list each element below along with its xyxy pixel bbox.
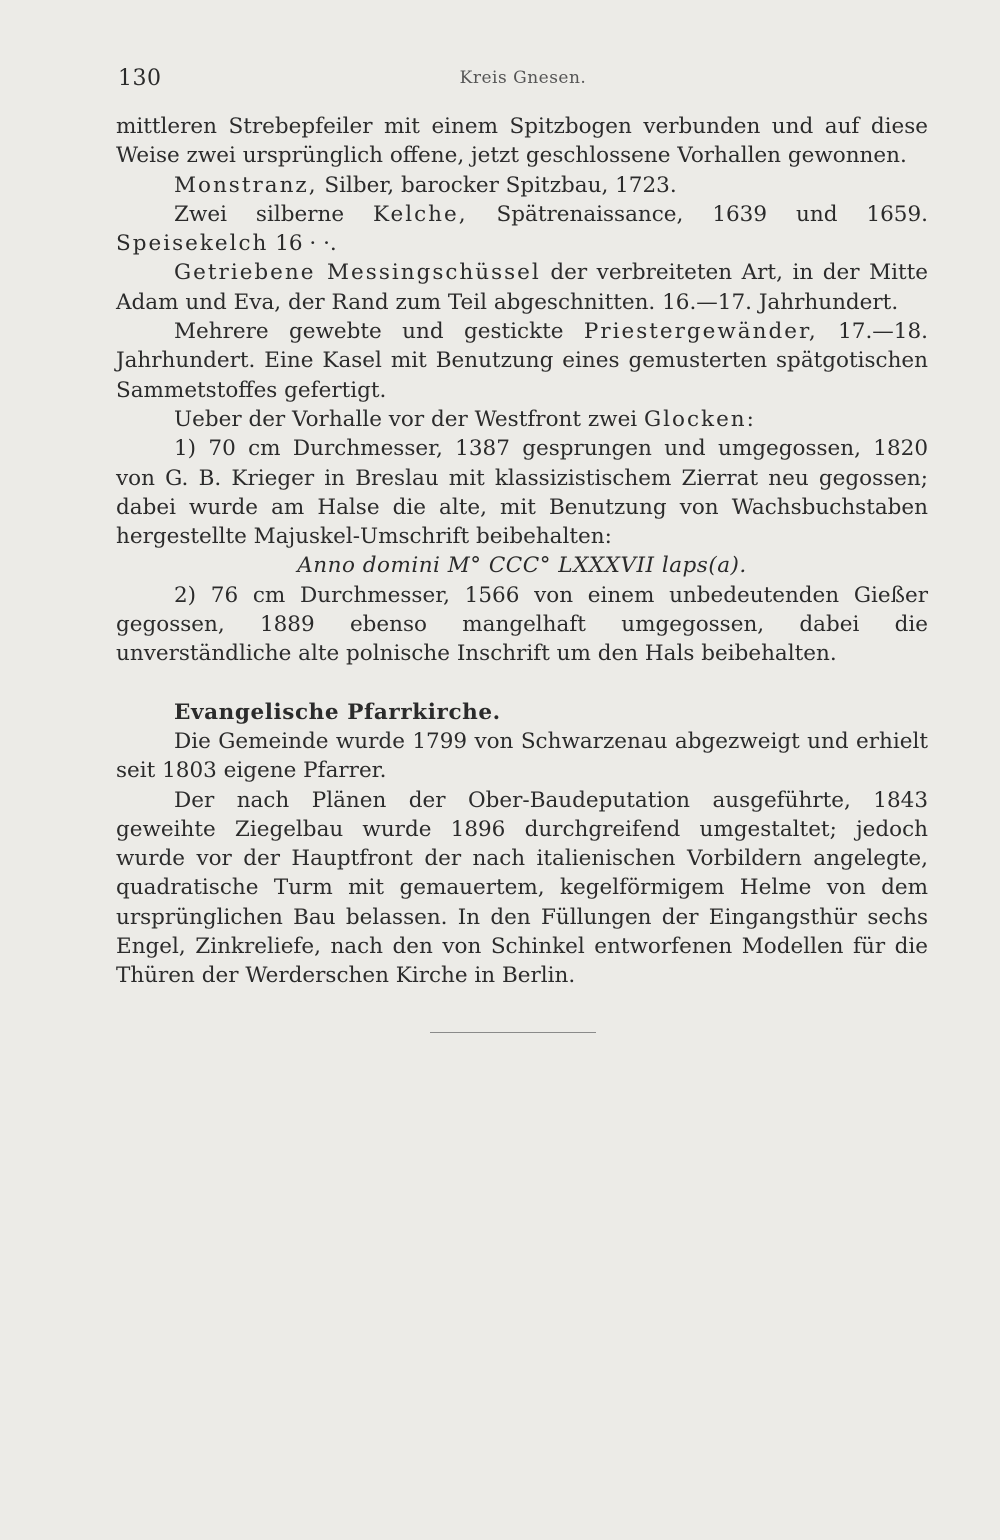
paragraph-bell-2: 2) 76 cm Durchmesser, 1566 von einem unbedeutenden Gießer gegossen, 1889 ebenso mangelhaft umgegossen, dabei die unverständliche alte polnische Inschrift um den Hals beibehalten. [116, 582, 928, 667]
term-speisekelch: Speisekelch [116, 231, 269, 257]
page-number: 130 [118, 66, 162, 91]
term-messingschuessel: Getriebene Messingschüssel [174, 260, 541, 286]
paragraph-text: der verbreiteten Art, in der Mitte Adam und Eva, der Rand zum Teil abgeschnitten. 16.—17. Jahrhundert. [116, 260, 928, 315]
paragraph-priestergewaender [116, 317, 928, 405]
term-monstranz: Monstranz, [174, 172, 318, 198]
paragraph-text: Ueber der Vorhalle vor der Westfront zwei [174, 406, 644, 432]
paragraph-text: Zwei silberne [174, 201, 374, 227]
paragraph-text: Spätrenaissance, 1639 und 1659. [467, 201, 928, 227]
paragraph-gemeinde: Die Gemeinde wurde 1799 von Schwarzenau abgezweigt und erhielt seit 1803 eigene Pfarrer. [116, 728, 928, 784]
end-rule [430, 1032, 596, 1033]
page-header [118, 66, 928, 96]
paragraph-monstranz [116, 171, 928, 200]
paragraph-bell-1: 1) 70 cm Durchmesser, 1387 gesprungen und umgegossen, 1820 von G. B. Krieger in Breslau mit klassizistischem Zierrat neu gegossen; dabei wurde am Halse die alte, mit Benutzung von Wachsbuchstaben hergestellte Majuskel-Umschrift beibehalten: [116, 436, 928, 550]
paragraph-ziegelbau: Der nach Plänen der Ober-Baudeputation ausgeführte, 1843 geweihte Ziegelbau wurde 1896 durchgreifend umgestaltet; jedoch wurde vor der Hauptfront der nach italienischen Vorbildern angelegte, quadratische Turm mit gemauertem, kegelförmigem Helme von dem ursprünglichen Bau belassen. In den Füllungen der Eingangsthür sechs Engel, Zinkreliefe, nach den von Schinkel entworfenen Modellen für die Thüren der Werderschen Kirche in Berlin. [116, 787, 928, 989]
section-heading: Evangelische Pfarrkirche. [174, 699, 501, 725]
bell-inscription: Anno domini M° CCC° LXXXVII laps(a). [297, 553, 747, 579]
paragraph-kelche [116, 200, 928, 259]
paragraph-continuation: mittleren Strebepfeiler mit einem Spitzbogen verbunden und auf diese Weise zwei ursprünglich offene, jetzt geschlossene Vorhallen gewonnen. [116, 114, 928, 169]
term-kelche: Kelche, [373, 201, 468, 227]
paragraph-text: 17.—18. Jahrhundert. Eine Kasel mit Benutzung eines gemusterten spätgotischen Sammetstoffes gefertigt. [116, 319, 928, 403]
term-glocken: Glocken: [644, 406, 756, 432]
paragraph-messingschuessel [116, 258, 928, 317]
term-priestergewaender: Priestergewänder, [583, 319, 818, 345]
paragraph-text: Silber, barocker Spitzbau, 1723. [317, 172, 677, 198]
paragraph-text: 16 · ·. [268, 231, 337, 257]
paragraph-text: Mehrere gewebte und gestickte [174, 319, 584, 345]
paragraph-glocken [116, 405, 928, 434]
body-text [116, 112, 928, 991]
running-title: Kreis Gnesen. [459, 68, 587, 88]
